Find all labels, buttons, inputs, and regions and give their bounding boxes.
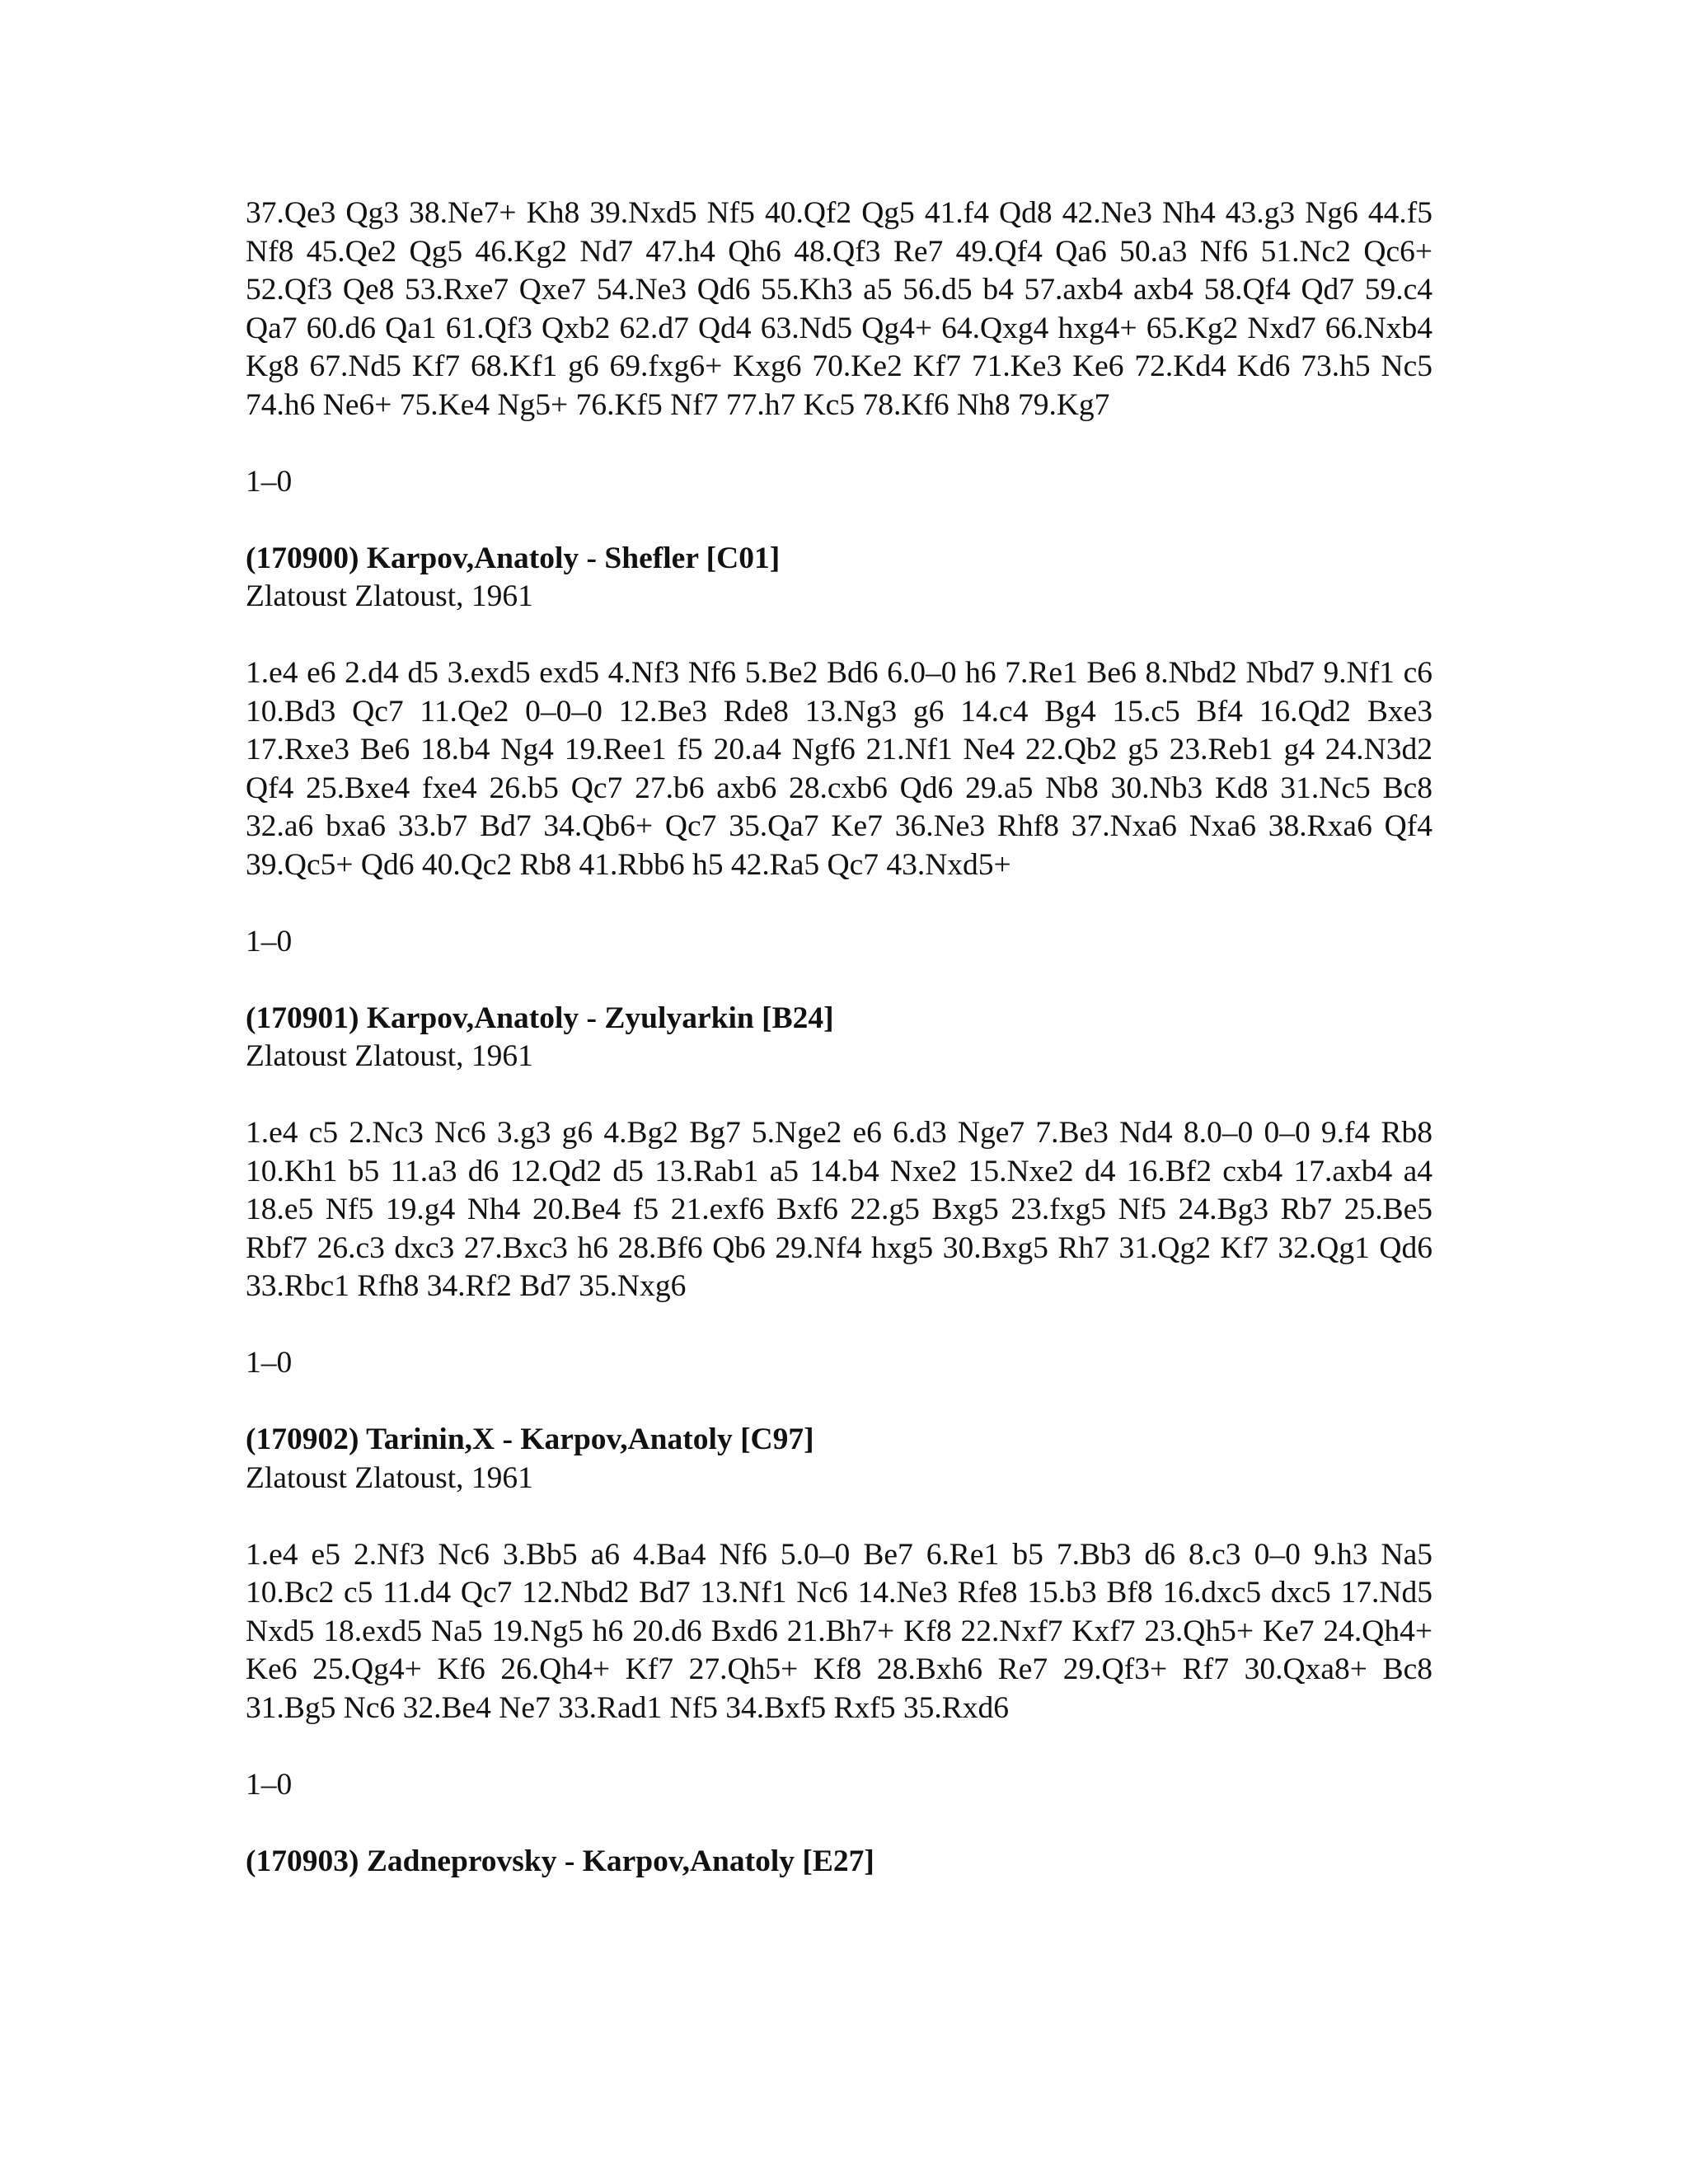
paragraph-spacer: [246, 1306, 1432, 1345]
game-result: 1–0: [246, 1767, 293, 1802]
paragraph-spacer: [246, 1383, 1432, 1422]
game-event: Zlatoust Zlatoust, 1961: [246, 1039, 533, 1073]
game-event: Zlatoust Zlatoust, 1961: [246, 579, 533, 613]
game-header: (170902) Tarinin,X - Karpov,Anatoly [C97]: [246, 1422, 814, 1456]
game-header: (170900) Karpov,Anatoly - Shefler [C01]: [246, 541, 781, 575]
paragraph-spacer: [246, 1727, 1432, 1766]
game-moves: 1.e4 e5 2.Nf3 Nc6 3.Bb5 a6 4.Ba4 Nf6 5.0–0 Be7 6.Re1 b5 7.Bb3 d6 8.c3 0–0 9.h3 Na5 10.Bc2 c5 11.d4 Qc7 12.Nbd2 Bd7 13.Nf1 Nc6 14.Ne3 Rfe8 15.b3 Bf8 16.dxc5 dxc5 17.Nd5 Nxd5 18.exd5 Na5 19.Ng5 h6 20.d6 Bxd6 21.Bh7+ Kf8 22.Nxf7 Kxf7 23.Qh5+ Ke7 24.Qh4+ Ke6 25.Qg4+ Kf6 26.Qh4+ Kf7 27.Qh5+ Kf8 28.Bxh6 Re7 29.Qf3+ Rf7 30.Qxa8+ Bc8 31.Bg5 Nc6 32.Be4 Ne7 33.Rad1 Nf5 34.Bxf5 Rxf5 35.Rxd6: [246, 1537, 1432, 1725]
paragraph-spacer: [246, 1076, 1432, 1115]
game-moves-continuation: 37.Qe3 Qg3 38.Ne7+ Kh8 39.Nxd5 Nf5 40.Qf2 Qg5 41.f4 Qd8 42.Ne3 Nh4 43.g3 Ng6 44.f5 Nf8 45.Qe2 Qg5 46.Kg2 Nd7 47.h4 Qh6 48.Qf3 Re7 49.Qf4 Qa6 50.a3 Nf6 51.Nc2 Qc6+ 52.Qf3 Qe8 53.Rxe7 Qxe7 54.Ne3 Qd6 55.Kh3 a5 56.d5 b4 57.axb4 axb4 58.Qf4 Qd7 59.c4 Qa7 60.d6 Qa1 61.Qf3 Qxb2 62.d7 Qd4 63.Nd5 Qg4+ 64.Qxg4 hxg4+ 65.Kg2 Nxd7 66.Nxb4 Kg8 67.Nd5 Kf7 68.Kf1 g6 69.fxg6+ Kxg6 70.Ke2 Kf7 71.Ke3 Ke6 72.Kd4 Kd6 73.h5 Nc5 74.h6 Ne6+ 75.Ke4 Ng5+ 76.Kf5 Nf7 77.h7 Kc5 78.Kf6 Nh8 79.Kg7: [246, 196, 1432, 422]
paragraph-spacer: [246, 616, 1432, 655]
paragraph-spacer: [246, 961, 1432, 1000]
game-event: Zlatoust Zlatoust, 1961: [246, 1460, 533, 1495]
paragraph-spacer: [246, 1497, 1432, 1536]
paragraph-spacer: [246, 424, 1432, 463]
game-result: 1–0: [246, 924, 293, 958]
paragraph-spacer: [246, 884, 1432, 923]
document-page: [246, 194, 1432, 1881]
paragraph-spacer: [246, 1804, 1432, 1843]
game-moves: 1.e4 e6 2.d4 d5 3.exd5 exd5 4.Nf3 Nf6 5.Be2 Bd6 6.0–0 h6 7.Re1 Be6 8.Nbd2 Nbd7 9.Nf1 c6 10.Bd3 Qc7 11.Qe2 0–0–0 12.Be3 Rde8 13.Ng3 g6 14.c4 Bg4 15.c5 Bf4 16.Qd2 Bxe3 17.Rxe3 Be6 18.b4 Ng4 19.Ree1 f5 20.a4 Ngf6 21.Nf1 Ne4 22.Qb2 g5 23.Reb1 g4 24.N3d2 Qf4 25.Bxe4 fxe4 26.b5 Qc7 27.b6 axb6 28.cxb6 Qd6 29.a5 Nb8 30.Nb3 Kd8 31.Nc5 Bc8 32.a6 bxa6 33.b7 Bd7 34.Qb6+ Qc7 35.Qa7 Ke7 36.Ne3 Rhf8 37.Nxa6 Nxa6 38.Rxa6 Qf4 39.Qc5+ Qd6 40.Qc2 Rb8 41.Rbb6 h5 42.Ra5 Qc7 43.Nxd5+: [246, 656, 1432, 882]
game-moves: 1.e4 c5 2.Nc3 Nc6 3.g3 g6 4.Bg2 Bg7 5.Nge2 e6 6.d3 Nge7 7.Be3 Nd4 8.0–0 0–0 9.f4 Rb8 10.Kh1 b5 11.a3 d6 12.Qd2 d5 13.Rab1 a5 14.b4 Nxe2 15.Nxe2 d4 16.Bf2 cxb4 17.axb4 a4 18.e5 Nf5 19.g4 Nh4 20.Be4 f5 21.exf6 Bxf6 22.g5 Bxg5 23.fxg5 Nf5 24.Bg3 Rb7 25.Be5 Rbf7 26.c3 dxc3 27.Bxc3 h6 28.Bf6 Qb6 29.Nf4 hxg5 30.Bxg5 Rh7 31.Qg2 Kf7 32.Qg1 Qd6 33.Rbc1 Rfh8 34.Rf2 Bd7 35.Nxg6: [246, 1116, 1432, 1303]
paragraph-spacer: [246, 501, 1432, 540]
game-header: (170903) Zadneprovsky - Karpov,Anatoly [E27]: [246, 1844, 874, 1878]
game-result: 1–0: [246, 1346, 293, 1380]
game-header: (170901) Karpov,Anatoly - Zyulyarkin [B24]: [246, 1001, 834, 1035]
game-result: 1–0: [246, 464, 293, 499]
